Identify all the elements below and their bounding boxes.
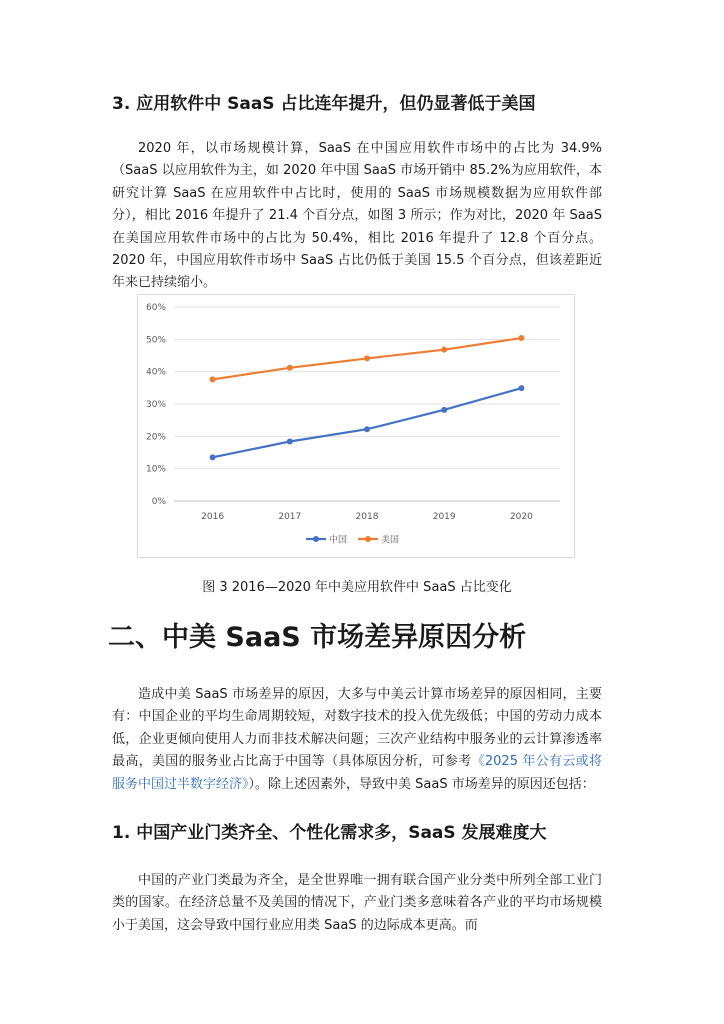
data-point bbox=[210, 376, 216, 382]
subsection-heading-industries: 1. 中国产业门类齐全、个性化需求多，SaaS 发展难度大 bbox=[112, 823, 547, 843]
legend-label: 美国 bbox=[381, 535, 400, 546]
legend-marker bbox=[313, 536, 319, 542]
x-tick-label: 2018 bbox=[355, 512, 379, 522]
data-point bbox=[287, 439, 293, 445]
x-tick-label: 2017 bbox=[278, 512, 302, 522]
y-tick-label: 40% bbox=[145, 367, 166, 378]
y-tick-label: 30% bbox=[145, 400, 166, 410]
paragraph-industries: 中国的产业门类最为齐全，是全世界唯一拥有联合国产业分类中所列全部工业门类的国家。在经济总量不及美国的情况下，产业门类多意味着各产业的平均市场规模小于美国，这会导致中国行业应用类 SaaS 的边际成本更高。而 bbox=[112, 873, 602, 933]
data-point bbox=[441, 347, 447, 353]
figure-caption: 图 3 2016—2020 年中美应用软件中 SaaS 占比变化 bbox=[202, 580, 512, 595]
paragraph-text-before-link: 造成中美 SaaS 市场差异的原因，大多与中美云计算市场差异的原因相同，主要有：中国企业的平均生命周期较短，对数字技术的投入优先级低；中国的劳动力成本低，企业更倾向使用人力而非技术解决问题；三次产业结构中服务业的云计算渗透率最高，美国的服务业占比高于中国等（具体原因分析，可参考 bbox=[112, 687, 602, 770]
y-tick-label: 50% bbox=[145, 335, 166, 346]
data-point bbox=[364, 426, 370, 432]
y-tick-label: 20% bbox=[145, 432, 166, 443]
y-tick-label: 0% bbox=[151, 497, 166, 507]
y-tick-label: 10% bbox=[145, 464, 166, 475]
data-point bbox=[364, 355, 370, 361]
paragraph-text-after-link: ）。除上述因素外，导致中美 SaaS 市场差异的原因还包括： bbox=[248, 776, 595, 792]
chart-svg bbox=[138, 295, 574, 557]
line-chart bbox=[137, 294, 575, 558]
x-tick-label: 2019 bbox=[432, 512, 456, 522]
series-line bbox=[213, 388, 522, 457]
x-tick-label: 2020 bbox=[509, 512, 533, 522]
legend-label: 中国 bbox=[329, 535, 348, 546]
data-point bbox=[441, 407, 447, 413]
section-heading-differences: 二、中美 SaaS 市场差异原因分析 bbox=[108, 622, 527, 653]
paragraph-saas-share: 2020 年，以市场规模计算，SaaS 在中国应用软件市场中的占比为 34.9%（SaaS 以应用软件为主，如 2020 年中国 SaaS 市场开销中 85.2%为应用软件，本研究计算 SaaS 在应用软件中占比时，使用的 SaaS 市场规模数据为应用软件部分），相比 2016 年提升了 21.4 个百分点，如图 3 所示；作为对比，2020 年 SaaS 在美国应用软件市场中的占比为 50.4%，相比 2016 年提升了 12.8 个百分点。2020 年，中国应用软件市场中 SaaS 占比仍低于美国 15.5 个百分点，但该差距近年来已持续缩小。 bbox=[112, 141, 602, 291]
y-tick-label: 60% bbox=[145, 303, 166, 313]
data-point bbox=[518, 335, 524, 341]
legend-marker bbox=[365, 536, 371, 542]
paragraph-differences bbox=[112, 684, 602, 796]
x-tick-label: 2016 bbox=[201, 512, 225, 522]
section-heading-saas-share: 3. 应用软件中 SaaS 占比连年提升，但仍显著低于美国 bbox=[112, 94, 536, 114]
data-point bbox=[210, 454, 216, 460]
data-point bbox=[518, 385, 524, 391]
report-link[interactable]: 《2025 年公有云或将服务中国过半数字经济》 bbox=[112, 754, 602, 792]
data-point bbox=[287, 365, 293, 371]
